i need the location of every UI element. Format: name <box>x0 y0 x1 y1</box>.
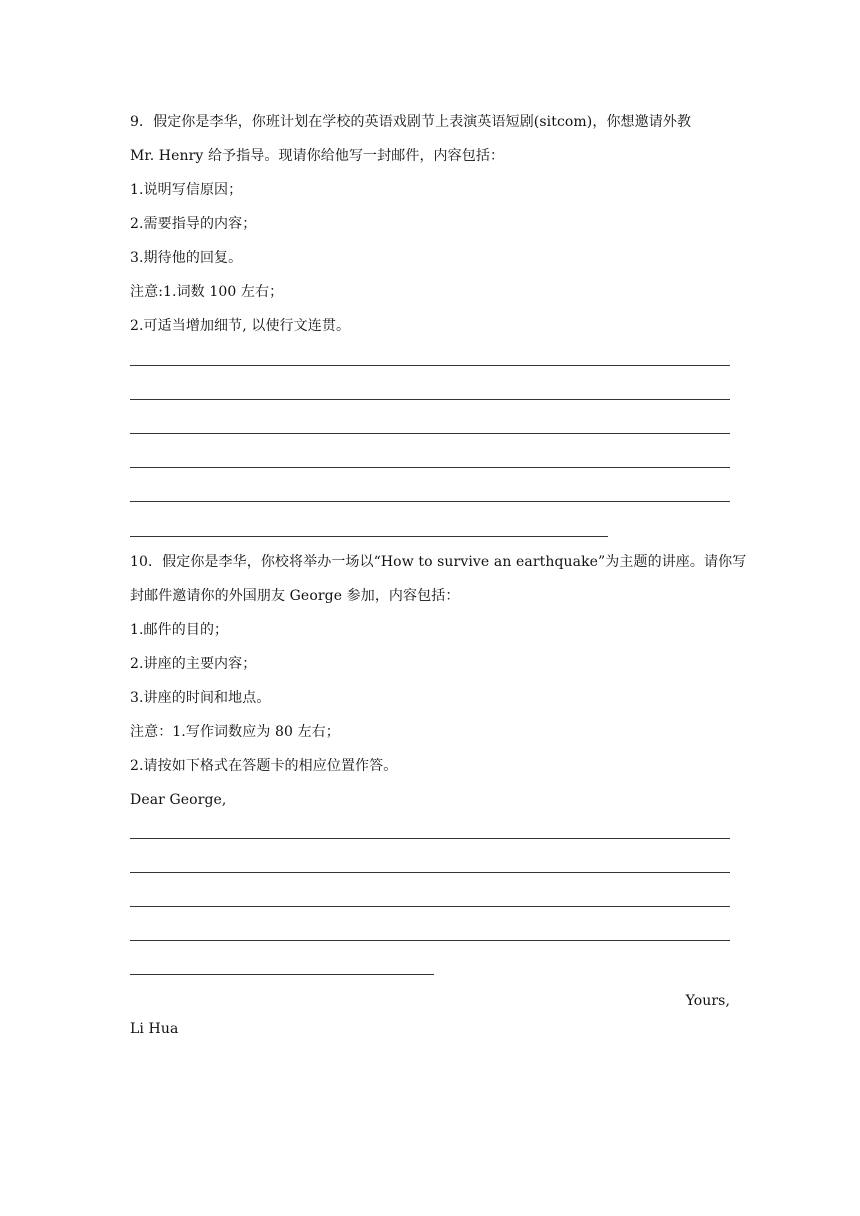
q9-answer-line <box>130 467 730 468</box>
q10-signature: Li Hua <box>130 1021 179 1037</box>
q9-answer-line <box>130 536 608 537</box>
q9-answer-line <box>130 501 730 502</box>
q10-answer-line <box>130 974 434 975</box>
q9-answer-line <box>130 433 730 434</box>
q9-answer-line <box>130 399 730 400</box>
q10-note-1: 注意：1.写作词数应为 80 左右； <box>130 724 340 740</box>
q10-closing: Yours, <box>685 993 730 1009</box>
q9-point-3: 3.期待他的回复。 <box>130 250 243 266</box>
q9-point-2: 2.需要指导的内容； <box>130 216 257 232</box>
q9-answer-line <box>130 365 730 366</box>
q10-point-3: 3.讲座的时间和地点。 <box>130 690 271 706</box>
q9-prompt-line-2: Mr. Henry 给予指导。现请你给他写一封邮件，内容包括： <box>130 148 505 164</box>
q9-point-1: 1.说明写信原因； <box>130 182 243 198</box>
q10-prompt-line-2: 封邮件邀请你的外国朋友 George 参加，内容包括： <box>130 588 460 604</box>
q10-answer-line <box>130 906 730 907</box>
q10-answer-line <box>130 872 730 873</box>
q10-answer-line <box>130 838 730 839</box>
q10-answer-line <box>130 940 730 941</box>
q10-point-2: 2.讲座的主要内容； <box>130 656 257 672</box>
q9-note-1: 注意:1.词数 100 左右； <box>130 284 284 300</box>
q9-note-2: 2.可适当增加细节, 以使行文连贯。 <box>130 318 351 334</box>
q10-note-2: 2.请按如下格式在答题卡的相应位置作答。 <box>130 758 398 774</box>
q10-prompt-line-1: 10．假定你是李华，你校将举办一场以“How to survive an earthquake”为主题的讲座。请你写 <box>130 554 747 570</box>
q10-salutation: Dear George, <box>130 792 227 808</box>
q9-prompt-line-1: 9．假定你是李华，你班计划在学校的英语戏剧节上表演英语短剧(sitcom)，你想邀请外教 <box>130 114 692 130</box>
q10-point-1: 1.邮件的目的； <box>130 622 229 638</box>
